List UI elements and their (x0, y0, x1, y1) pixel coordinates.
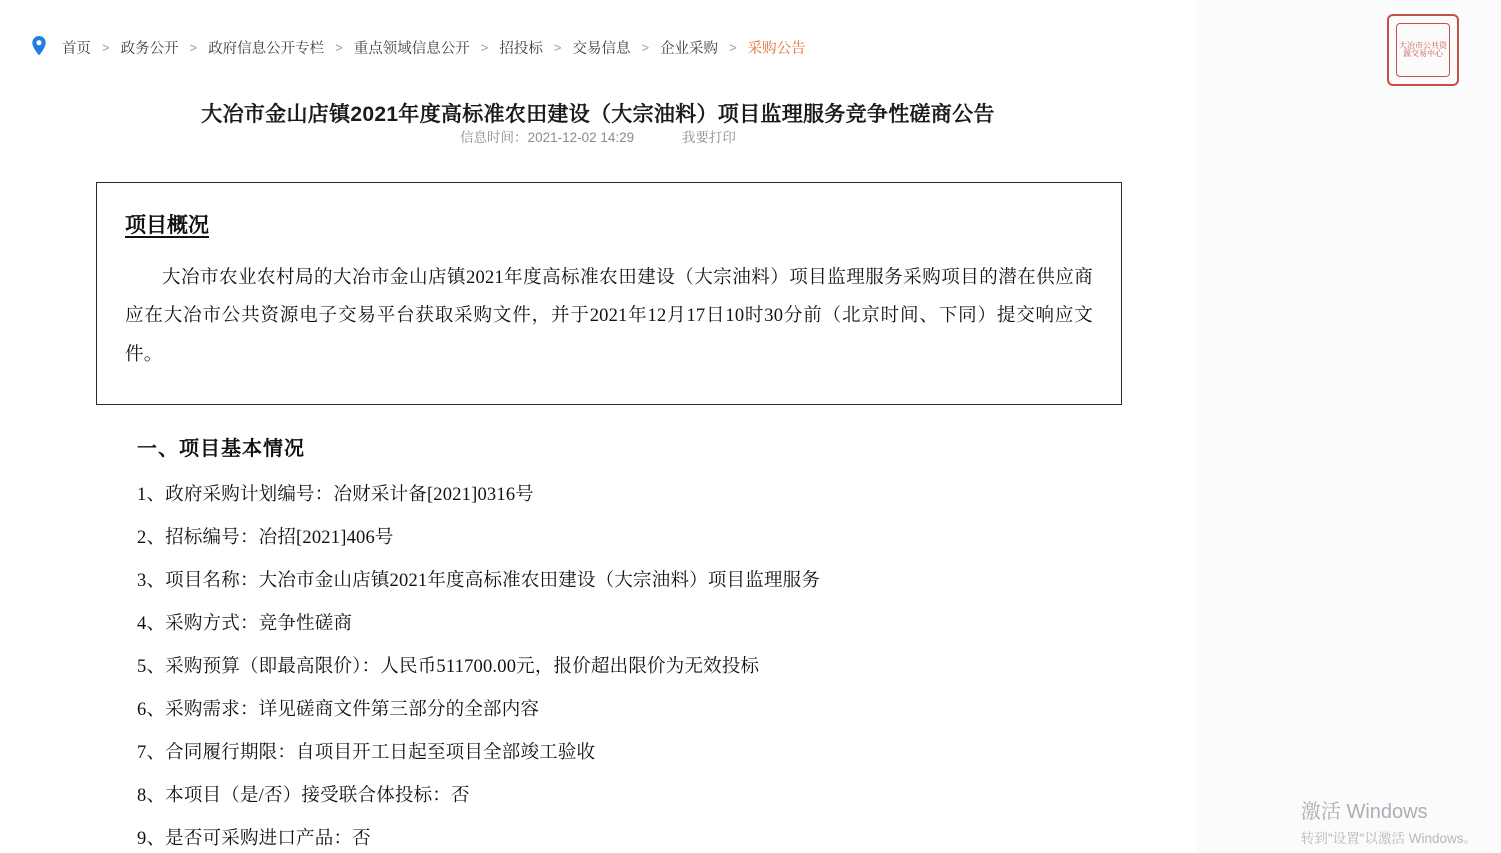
breadcrumb-separator: > (189, 39, 198, 55)
list-item: 8、本项目（是/否）接受联合体投标：否 (137, 786, 470, 806)
summary-body: 大冶市农业农村局的大冶市金山店镇2021年度高标准农田建设（大宗油料）项目监理服务采购项目的潜在供应商应在大冶市公共资源电子交易平台获取采购文件，并于2021年12月17日10时30分前（北京时间、下同）提交响应文件。 (125, 268, 1093, 365)
breadcrumb-separator: > (641, 39, 650, 55)
section-one-item-list (137, 474, 1127, 853)
list-item: 7、合同履行期限：自项目开工日起至项目全部竣工验收 (137, 743, 596, 763)
official-seal-text: 大冶市公共资源交易中心 (1396, 23, 1450, 77)
list-item: 3、项目名称：大冶市金山店镇2021年度高标准农田建设（大宗油料）项目监理服务 (137, 571, 821, 591)
breadcrumb-separator: > (480, 39, 489, 55)
info-time (460, 130, 634, 145)
list-item: 6、采购需求：详见磋商文件第三部分的全部内容 (137, 700, 540, 720)
document-meta (0, 126, 1196, 146)
list-item: 4、采购方式：竞争性磋商 (137, 614, 353, 634)
official-seal-icon (1387, 14, 1459, 86)
info-time-value: 2021-12-02 14:29 (527, 130, 635, 145)
project-summary-box (96, 182, 1122, 405)
breadcrumb-item-0[interactable]: 首页 (62, 40, 91, 57)
list-item: 5、采购预算（即最高限价）：人民币511700.00元，报价超出限价为无效投标 (137, 657, 760, 677)
breadcrumb-separator: > (335, 39, 343, 55)
watermark-title: 激活 Windows (1300, 801, 1428, 823)
right-margin-column (1196, 0, 1501, 853)
breadcrumb (30, 36, 808, 58)
breadcrumb-item-3[interactable]: 重点领域信息公开 (353, 40, 470, 57)
list-item: 1、政府采购计划编号：冶财采计备[2021]0316号 (137, 485, 534, 505)
section-one-heading: 一、项目基本情况 (137, 438, 305, 460)
list-item: 2、招标编号：冶招[2021]406号 (137, 528, 394, 548)
page-title: 大冶市金山店镇2021年度高标准农田建设（大宗油料）项目监理服务竞争性磋商公告 (201, 103, 995, 127)
windows-activation-watermark (1301, 797, 1477, 847)
breadcrumb-separator: > (729, 39, 737, 55)
summary-heading: 项目概况 (125, 213, 209, 237)
breadcrumb-item-5[interactable]: 交易信息 (572, 40, 631, 57)
breadcrumb-item-2[interactable]: 政府信息公开专栏 (208, 40, 325, 57)
print-button[interactable]: 我要打印 (681, 130, 736, 145)
breadcrumb-separator: > (102, 39, 110, 55)
breadcrumb-item-6[interactable]: 企业采购 (660, 40, 719, 57)
breadcrumb-item-1[interactable]: 政务公开 (120, 40, 179, 57)
location-pin-icon (30, 35, 48, 57)
watermark-subtitle: 转到"设置"以激活 Windows。 (1300, 831, 1477, 846)
breadcrumb-item-4[interactable]: 招投标 (499, 40, 543, 57)
breadcrumb-item-7[interactable]: 采购公告 (747, 40, 806, 57)
breadcrumb-separator: > (553, 39, 562, 55)
list-item: 9、是否可采购进口产品：否 (137, 829, 371, 849)
info-time-label: 信息时间： (460, 130, 528, 145)
